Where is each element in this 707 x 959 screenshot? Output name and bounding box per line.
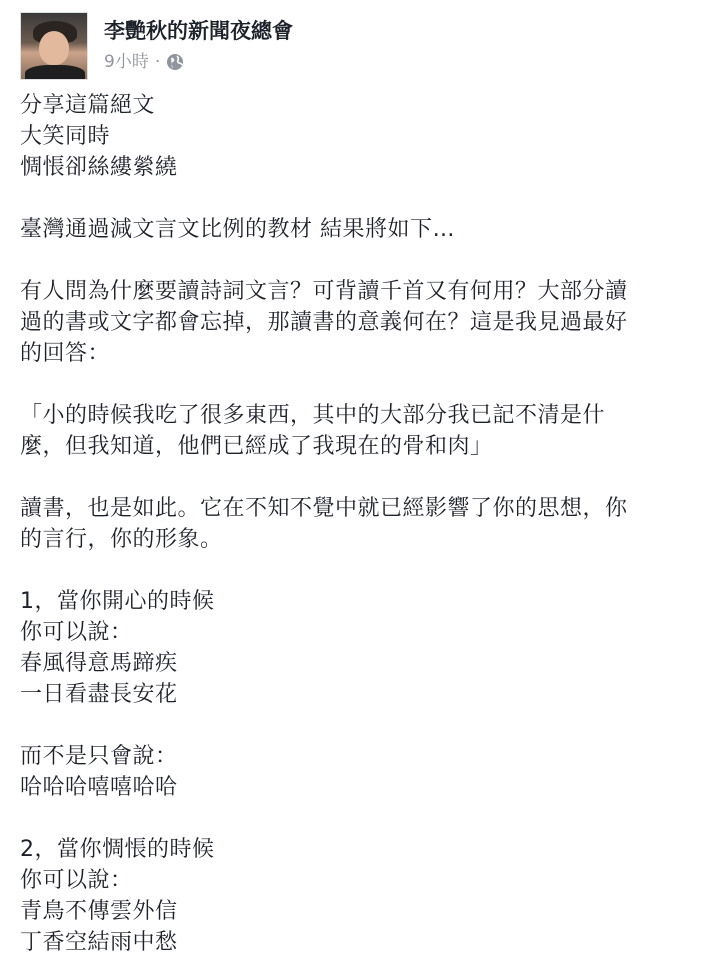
blank-line bbox=[20, 555, 690, 586]
post-subline bbox=[104, 50, 293, 74]
post-text-line: 一日看盡長安花 bbox=[20, 682, 178, 707]
post-text-line: 而不是只會說： bbox=[20, 744, 178, 769]
blank-line bbox=[20, 245, 690, 276]
page-name-link[interactable]: 李艷秋的新聞夜總會 bbox=[104, 19, 293, 43]
post-text-line: 的回答： bbox=[20, 341, 111, 366]
post-text-line: 的言行，你的形象。 bbox=[20, 527, 223, 552]
post-text-line: 過的書或文字都會忘掉，那讀書的意義何在？這是我見過最好 bbox=[20, 310, 628, 335]
subline-separator: · bbox=[154, 52, 161, 72]
blank-line bbox=[20, 462, 690, 493]
post-text-line: 哈哈哈嘻嘻哈哈 bbox=[20, 775, 178, 800]
page-avatar[interactable] bbox=[20, 12, 88, 80]
post-text-line: 讀書，也是如此。它在不知不覺中就已經影響了你的思想，你 bbox=[20, 496, 628, 521]
post-meta bbox=[104, 12, 293, 74]
avatar-shoulders bbox=[25, 65, 85, 80]
post-text-line: 臺灣通過減文言文比例的教材 結果將如下… bbox=[20, 217, 455, 242]
post-text-line: 2，當你惆悵的時候 bbox=[20, 837, 215, 862]
post-text-line: 1，當你開心的時候 bbox=[20, 589, 215, 614]
blank-line bbox=[20, 183, 690, 214]
post-text-line: 大笑同時 bbox=[20, 124, 111, 149]
post-text-line: 「小的時候我吃了很多東西，其中的大部分我已記不清是什 bbox=[20, 403, 606, 428]
post-body bbox=[20, 90, 690, 958]
post-text-line: 你可以說： bbox=[20, 620, 133, 645]
post-text-line: 分享這篇絕文 bbox=[20, 93, 156, 118]
post-text-line: 你可以說： bbox=[20, 868, 133, 893]
avatar-face bbox=[39, 31, 69, 65]
blank-line bbox=[20, 803, 690, 834]
globe-icon[interactable] bbox=[166, 53, 184, 71]
blank-line bbox=[20, 369, 690, 400]
post-header bbox=[20, 12, 293, 84]
blank-line bbox=[20, 710, 690, 741]
post-text-line: 青鳥不傳雲外信 bbox=[20, 899, 178, 924]
post-text-line: 麼，但我知道，他們已經成了我現在的骨和肉」 bbox=[20, 434, 493, 459]
post-text-line: 春風得意馬蹄疾 bbox=[20, 651, 178, 676]
post-text-line: 丁香空結雨中愁 bbox=[20, 930, 178, 955]
post-timestamp[interactable]: 9小時 bbox=[104, 52, 149, 72]
post-text-line: 惆悵卻絲縷縈繞 bbox=[20, 155, 178, 180]
post-text-line: 有人問為什麼要讀詩詞文言？可背讀千首又有何用？大部分讀 bbox=[20, 279, 628, 304]
